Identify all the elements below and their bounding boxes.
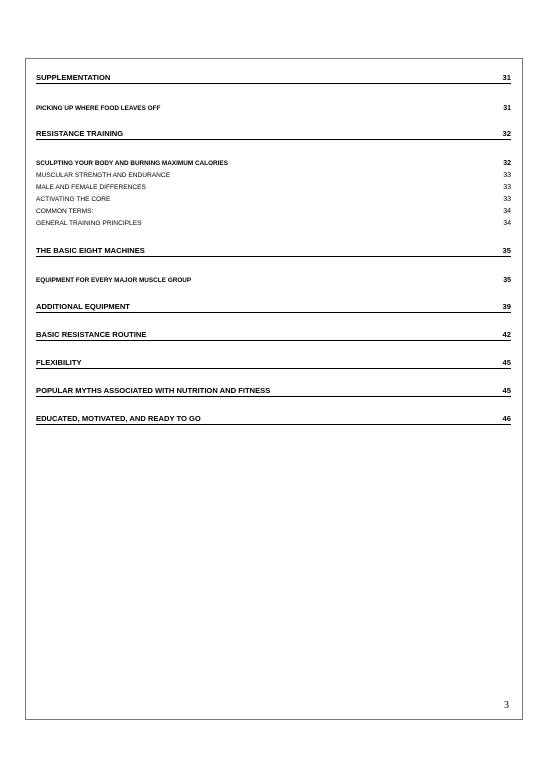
toc-page-number: 32: [503, 160, 511, 167]
toc-entry-general-training[interactable]: [36, 217, 511, 227]
toc-title: EDUCATED, MOTIVATED, AND READY TO GO: [36, 414, 201, 423]
toc-page-number: 33: [503, 172, 511, 179]
toc-page-number: 34: [503, 208, 511, 215]
toc-title: EQUIPMENT FOR EVERY MAJOR MUSCLE GROUP: [36, 277, 192, 284]
toc-page-number: 33: [503, 184, 511, 191]
toc-title: THE BASIC EIGHT MACHINES: [36, 246, 145, 255]
toc-title: ADDITIONAL EQUIPMENT: [36, 302, 130, 311]
toc-title: PICKING UP WHERE FOOD LEAVES OFF: [36, 105, 161, 112]
toc-entry-common-terms[interactable]: [36, 205, 511, 215]
toc-page-number: 31: [503, 105, 511, 112]
toc-entry-muscular-strength[interactable]: [36, 169, 511, 179]
toc-entry-activating-core[interactable]: [36, 193, 511, 203]
toc-heading-basic-eight[interactable]: [36, 245, 511, 257]
page-number: 3: [504, 700, 509, 711]
toc-heading-additional-equipment[interactable]: [36, 301, 511, 313]
toc-title: COMMON TERMS:: [36, 208, 94, 215]
toc-title: SUPPLEMENTATION: [36, 73, 111, 82]
toc-heading-basic-resistance[interactable]: [36, 329, 511, 341]
toc-entry-male-female[interactable]: [36, 181, 511, 191]
toc-page-number: 32: [502, 129, 511, 138]
toc-title: BASIC RESISTANCE ROUTINE: [36, 330, 147, 339]
toc-page-number: 35: [502, 246, 511, 255]
toc-page-number: 42: [502, 330, 511, 339]
toc-title: MALE AND FEMALE DIFFERENCES: [36, 184, 146, 191]
toc-subheading-equipment-every[interactable]: [36, 274, 511, 284]
toc-page-number: 46: [502, 414, 511, 423]
toc-heading-popular-myths[interactable]: [36, 385, 511, 397]
toc-page-number: 45: [502, 386, 511, 395]
toc-page-number: 34: [503, 220, 511, 227]
toc-title: MUSCULAR STRENGTH AND ENDURANCE: [36, 172, 171, 179]
toc-page-number: 31: [502, 73, 511, 82]
toc-title: RESISTANCE TRAINING: [36, 129, 124, 138]
toc-heading-flexibility[interactable]: [36, 357, 511, 369]
toc-subheading-sculpting[interactable]: [36, 157, 511, 167]
toc-heading-resistance-training[interactable]: [36, 128, 511, 140]
toc-page-number: 39: [502, 302, 511, 311]
toc-page-number: 35: [503, 277, 511, 284]
toc-title: SCULPTING YOUR BODY AND BURNING MAXIMUM CALORIES: [36, 160, 228, 167]
toc-title: ACTIVATING THE CORE: [36, 196, 111, 203]
toc-subheading-picking-up[interactable]: [36, 102, 511, 112]
toc-title: FLEXIBILITY: [36, 358, 82, 367]
toc-heading-supplementation[interactable]: [36, 72, 511, 84]
toc-page-number: 45: [502, 358, 511, 367]
toc-title: POPULAR MYTHS ASSOCIATED WITH NUTRITION AND FITNESS: [36, 386, 271, 395]
toc-page-number: 33: [503, 196, 511, 203]
toc-title: GENERAL TRAINING PRINCIPLES: [36, 220, 142, 227]
toc-heading-educated[interactable]: [36, 413, 511, 425]
